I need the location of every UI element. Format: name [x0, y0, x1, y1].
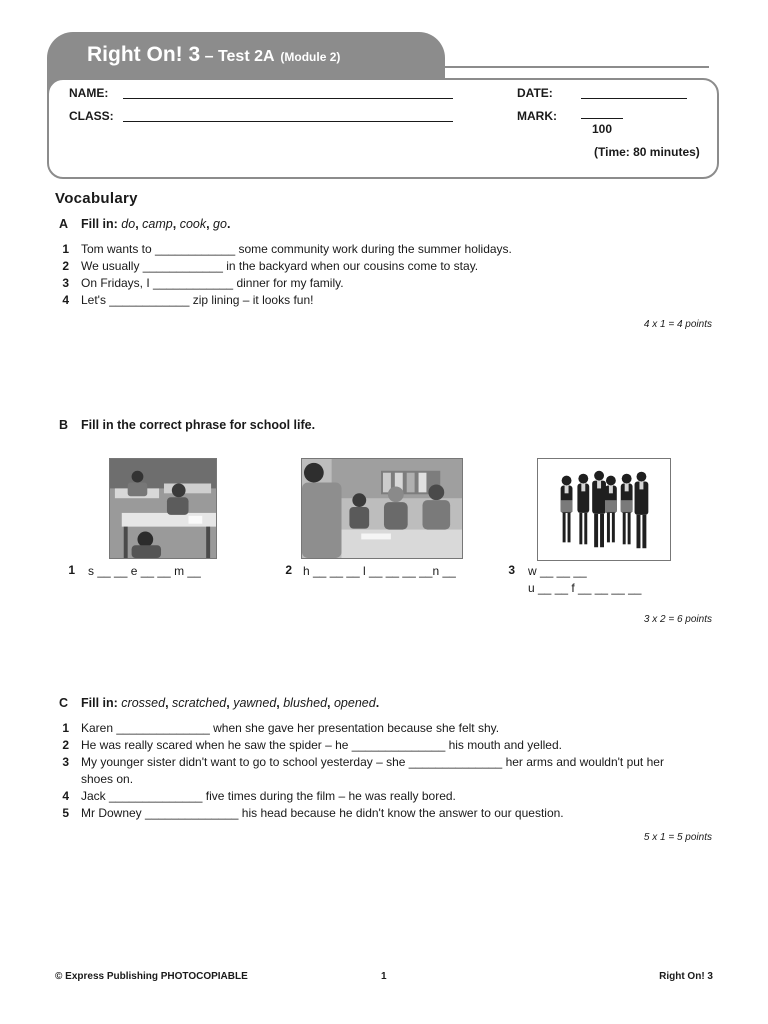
task-a-item-number: 2	[62, 259, 69, 273]
task-c-word: blushed	[283, 696, 328, 710]
task-a-item-text: Let's ____________ zip lining – it looks fun!	[81, 293, 314, 307]
task-a-word: camp	[142, 217, 173, 231]
task-c-word-separator: ,	[276, 696, 284, 710]
task-a-word-separator: .	[226, 217, 231, 231]
task-c-word-separator: .	[375, 696, 380, 710]
task-c-item-number: 5	[62, 806, 69, 820]
task-c-letter: C	[59, 696, 69, 710]
task-c-points: 5 x 1 = 5 points	[643, 832, 712, 843]
task-c-instruction-text: Fill in:	[81, 696, 118, 710]
task-b-item-number: 3	[508, 563, 515, 577]
task-a-word: cook	[179, 217, 207, 231]
header-rule	[445, 66, 709, 68]
class-field[interactable]	[123, 121, 453, 122]
task-a-word-separator: ,	[172, 217, 180, 231]
task-c-item-text: My younger sister didn't want to go to school yesterday – she ______________ her arms and wouldn't put her	[81, 755, 664, 769]
task-a-word-list	[121, 217, 230, 231]
task-a-word: go	[213, 217, 227, 231]
time-note: (Time: 80 minutes)	[594, 145, 700, 159]
task-c-item-text: Karen ______________ when she gave her presentation because she felt shy.	[81, 721, 500, 735]
task-a-instruction-text: Fill in:	[81, 217, 118, 231]
date-label: DATE:	[517, 86, 553, 100]
task-c-item-text: Mr Downey ______________ his head because he didn't know the answer to our question.	[81, 806, 564, 820]
photo-students-uniform	[537, 458, 671, 561]
name-field[interactable]	[123, 98, 453, 99]
task-b-item-text-line2: u __ __ f __ __ __ __	[528, 581, 642, 595]
task-b-points: 3 x 2 = 6 points	[643, 614, 712, 625]
mark-field[interactable]	[581, 118, 623, 119]
task-c-item-number: 3	[62, 755, 69, 769]
task-c-word-list	[121, 696, 379, 710]
task-c-word: scratched	[172, 696, 227, 710]
page-title	[87, 43, 340, 67]
mark-total: 100	[592, 122, 613, 136]
name-label: NAME:	[69, 86, 109, 100]
task-a-item-number: 1	[62, 242, 69, 256]
task-c-word-separator: ,	[327, 696, 334, 710]
photo-teacher-lesson	[301, 458, 463, 559]
task-a-item-number: 4	[62, 293, 69, 307]
task-c-item-text-continued: shoes on.	[81, 772, 134, 786]
module-label: (Module 2)	[280, 50, 341, 64]
photo-students-exam	[109, 458, 217, 559]
mark-label: MARK:	[517, 109, 557, 123]
task-a-word-separator: ,	[135, 217, 143, 231]
student-info-box	[47, 78, 719, 179]
task-c-word: crossed	[121, 696, 166, 710]
footer-book-title: Right On! 3	[659, 971, 713, 982]
task-b-item-number: 2	[285, 563, 292, 577]
test-label: – Test 2A	[200, 48, 275, 65]
task-b-item-text: w __ __ __	[528, 564, 587, 578]
task-b-letter: B	[59, 418, 69, 432]
task-c-word: opened	[333, 696, 376, 710]
task-c-item-text: Jack ______________ five times during the film – he was really bored.	[81, 789, 456, 803]
task-c-item-text: He was really scared when he saw the spider – he ______________ his mouth and yelled.	[81, 738, 562, 752]
task-a-letter: A	[59, 217, 69, 231]
task-b-item-text: s __ __ e __ __ m __	[88, 564, 201, 578]
task-a-points: 4 x 1 = 4 points	[643, 319, 712, 330]
class-label: CLASS:	[69, 109, 114, 123]
footer-copyright: © Express Publishing PHOTOCOPIABLE	[55, 971, 248, 982]
footer-page-number: 1	[381, 971, 387, 982]
date-field[interactable]	[581, 98, 687, 99]
task-a-word: do	[121, 217, 136, 231]
section-title-vocabulary: Vocabulary	[55, 190, 138, 207]
task-c-word: yawned	[233, 696, 277, 710]
task-c-word-separator: ,	[165, 696, 173, 710]
task-a-item-text: We usually ____________ in the backyard when our cousins come to stay.	[81, 259, 479, 273]
task-b-item-text: h __ __ __ l __ __ __ __n __	[303, 564, 456, 578]
title-text: Right On! 3	[87, 43, 201, 66]
task-b-instruction: Fill in the correct phrase for school life.	[81, 418, 316, 432]
task-a-item-text: On Fridays, I ____________ dinner for my family.	[81, 276, 344, 290]
task-a-item-number: 3	[62, 276, 69, 290]
task-a-item-text: Tom wants to ____________ some community work during the summer holidays.	[81, 242, 512, 256]
task-b-item-number: 1	[68, 563, 75, 577]
task-c-instruction	[81, 696, 379, 710]
task-a-word-separator: ,	[206, 217, 214, 231]
task-c-item-number: 4	[62, 789, 69, 803]
task-a-instruction	[81, 217, 230, 231]
task-c-item-number: 2	[62, 738, 69, 752]
task-c-item-number: 1	[62, 721, 69, 735]
task-c-word-separator: ,	[226, 696, 234, 710]
